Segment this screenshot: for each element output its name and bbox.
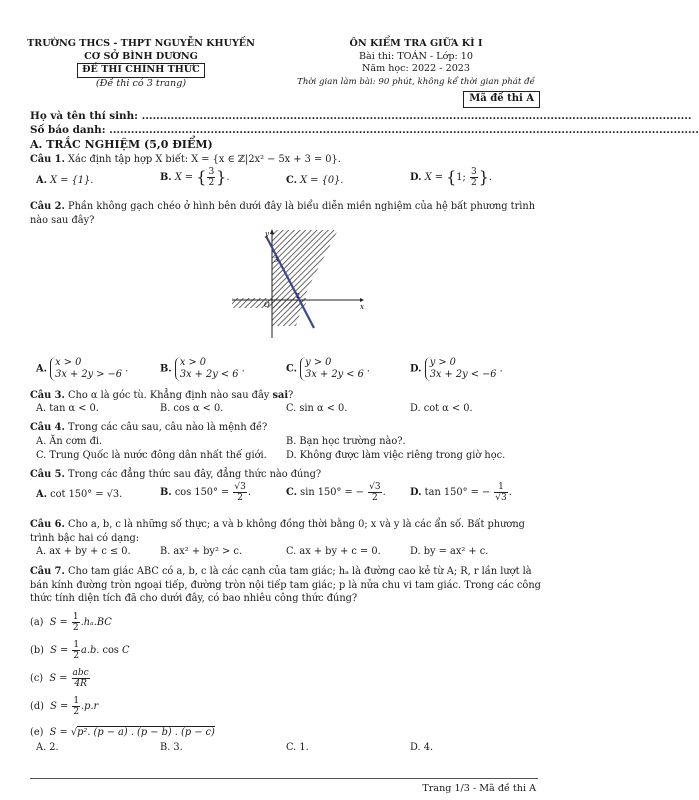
question-6-label: Câu 6. xyxy=(30,519,65,530)
q7-option-d[interactable]: D. 4. xyxy=(410,742,434,753)
q4-option-b[interactable]: B. Bạn học trường nào?. xyxy=(286,436,406,447)
q6-option-b[interactable]: B. ax² + by² > c. xyxy=(160,546,242,557)
q1-option-b[interactable]: B. X = { $\frac{3}{2}$ }. xyxy=(160,167,230,188)
formula-a: (a) S = $\frac{1}{2}$ .hₐ.BC xyxy=(30,612,112,633)
question-2-label: Câu 2. xyxy=(30,201,65,212)
question-4 xyxy=(30,421,546,435)
q4-option-d[interactable]: D. Không được làm việc riêng trong giờ học. xyxy=(286,450,506,461)
school-header xyxy=(10,38,272,90)
svg-text:y: y xyxy=(265,230,269,238)
exam-year: Năm học: 2022 - 2023 xyxy=(361,63,471,74)
q1-option-a[interactable] xyxy=(36,175,93,187)
q2-option-b[interactable]: B. x > 0 3x + 2y < 6 . xyxy=(160,357,245,380)
student-id-label: Số báo danh: xyxy=(30,124,106,136)
question-6-text: Cho a, b, c là những số thực; a và b không đồng thời bằng 0; x và y là các ẩn số. Bất phương trình bậc hai có dạng: xyxy=(30,519,525,544)
svg-text:x: x xyxy=(360,303,364,311)
question-1-label: Câu 1. xyxy=(30,154,65,165)
question-1 xyxy=(30,153,546,167)
student-id-line: Số báo danh: ................................................................................................................................................................... xyxy=(30,124,699,136)
svg-text:3: 3 xyxy=(274,256,279,264)
q1-option-b-key: B. xyxy=(160,172,172,183)
q2-option-d[interactable]: D. y > 0 3x + 2y < −6 . xyxy=(410,357,503,380)
q6-option-c[interactable]: C. ax + by + c = 0. xyxy=(286,546,381,557)
question-2-text: Phần không gạch chéo ở hình bên dưới đây là biểu diễn miền nghiệm của hệ bất phương trình nào sau đây? xyxy=(30,201,536,226)
q5-option-b[interactable]: B. cos 150° = $\frac{√3}{2}$ . xyxy=(160,482,251,503)
q2-option-a[interactable]: A. x > 0 3x + 2y > −6 . xyxy=(36,357,129,380)
question-2 xyxy=(30,200,546,227)
question-7 xyxy=(30,565,546,606)
q2-option-c[interactable]: C. y > 0 3x + 2y < 6 . xyxy=(286,357,371,380)
q3-option-b[interactable]: B. cos α < 0. xyxy=(160,403,224,414)
exam-subject: Bài thi: TOÁN - Lớp: 10 xyxy=(359,50,473,62)
question-5 xyxy=(30,468,546,482)
q1-option-c[interactable] xyxy=(286,175,343,187)
inequality-region-figure xyxy=(228,228,368,348)
student-name-label: Họ và tên thí sinh: xyxy=(30,110,138,122)
q3-option-d[interactable]: D. cot α < 0. xyxy=(410,403,473,414)
q1-option-c-key: C. xyxy=(286,175,298,186)
pages-note: (Đề thi có 3 trang) xyxy=(95,77,187,89)
q7-option-b[interactable]: B. 3. xyxy=(160,742,183,753)
footer-divider xyxy=(30,778,538,779)
question-5-label: Câu 5. xyxy=(30,469,65,480)
question-3-emphasis: sai xyxy=(272,390,289,401)
time-note: Thời gian làm bài: 90 phút, không kể thời gian phát đề xyxy=(297,76,535,87)
campus-name: CƠ SỞ BÌNH DƯƠNG xyxy=(84,50,198,62)
q4-option-c[interactable]: C. Trung Quốc là nước đông dân nhất thế giới. xyxy=(36,450,267,461)
q6-option-d[interactable]: D. by = ax² + c. xyxy=(410,546,489,557)
q7-option-c[interactable]: C. 1. xyxy=(286,742,309,753)
svg-text:O: O xyxy=(264,301,270,309)
question-4-label: Câu 4. xyxy=(30,422,65,433)
q1-option-d-key: D. xyxy=(410,172,422,183)
question-3-text: Cho α là góc tù. Khẳng định nào sau đây xyxy=(68,390,270,401)
question-5-text: Trong các đẳng thức sau đây, đẳng thức nào đúng? xyxy=(68,469,322,480)
svg-text:2: 2 xyxy=(296,292,301,300)
q4-option-a[interactable]: A. Ăn cơm đi. xyxy=(36,436,103,447)
q1-option-a-value: X = {1}. xyxy=(50,175,94,186)
q3-option-c[interactable]: C. sin α < 0. xyxy=(286,403,348,414)
school-name: TRƯỜNG THCS - THPT NGUYỄN KHUYẾN xyxy=(27,38,255,49)
formula-d: (d) S = $\frac{1}{2}$ .p.r xyxy=(30,696,99,717)
exam-title: ÔN KIỂM TRA GIỮA KÌ I xyxy=(349,38,483,49)
q5-option-d[interactable]: D. tan 150° = − $\frac{1}{√3}$ . xyxy=(410,482,512,503)
section-title: A. TRẮC NGHIỆM (5,0 ĐIỂM) xyxy=(30,138,213,151)
q5-option-a[interactable]: A. cot 150° = √3. xyxy=(36,489,123,500)
exam-code-badge: Mã đề thi A xyxy=(463,91,540,108)
q1-option-c-value: X = {0}. xyxy=(300,175,344,186)
exam-header xyxy=(276,38,556,88)
question-1-text: Xác định tập hợp X biết: X = {x ∈ ℤ|2x² − 5x + 3 = 0}. xyxy=(68,154,341,165)
formula-c: (c) S = $\frac{\text{abc}}{4R}$ xyxy=(30,668,89,689)
formula-e: (e) S = √p². (p − a) . (p − b) . (p − c) xyxy=(30,727,215,738)
formula-b: (b) S = $\frac{1}{2}$ a.b. cos C xyxy=(30,640,130,661)
q5-option-c[interactable]: C. sin 150° = − $\frac{√3}{2}$ . xyxy=(286,482,386,503)
question-3 xyxy=(30,389,546,403)
q3-option-a[interactable]: A. tan α < 0. xyxy=(36,403,99,414)
question-7-label: Câu 7. xyxy=(30,566,65,577)
q1-option-d[interactable]: D. X = {1; $\frac{3}{2}$ }. xyxy=(410,167,492,188)
official-badge: ĐỀ THI CHÍNH THỨC xyxy=(77,63,205,78)
q1-option-a-key: A. xyxy=(36,175,48,186)
question-4-text: Trong các câu sau, câu nào là mệnh đề? xyxy=(68,422,268,433)
q7-option-a[interactable]: A. 2. xyxy=(36,742,59,753)
student-name-line: Họ và tên thí sinh: ........................................................................................................................................................ xyxy=(30,110,692,122)
question-7-text: Cho tam giác ABC có a, b, c là các cạnh của tam giác; hₐ là đường cao kẻ từ A; R, r lần lượt là bán kính đường tròn ngoại tiếp, đường tròn nội tiếp tam giác; p là nửa chu vi tam giác. Trong các công thức tính diện tích đã cho dưới đây, có bao nhiêu công thức đúng? xyxy=(30,566,541,604)
question-3-label: Câu 3. xyxy=(30,390,65,401)
question-6 xyxy=(30,518,546,545)
q6-option-a[interactable]: A. ax + by + c ≤ 0. xyxy=(36,546,131,557)
question-3-end: ? xyxy=(288,390,294,401)
page-footer: Trang 1/3 - Mã đề thi A xyxy=(422,783,536,794)
